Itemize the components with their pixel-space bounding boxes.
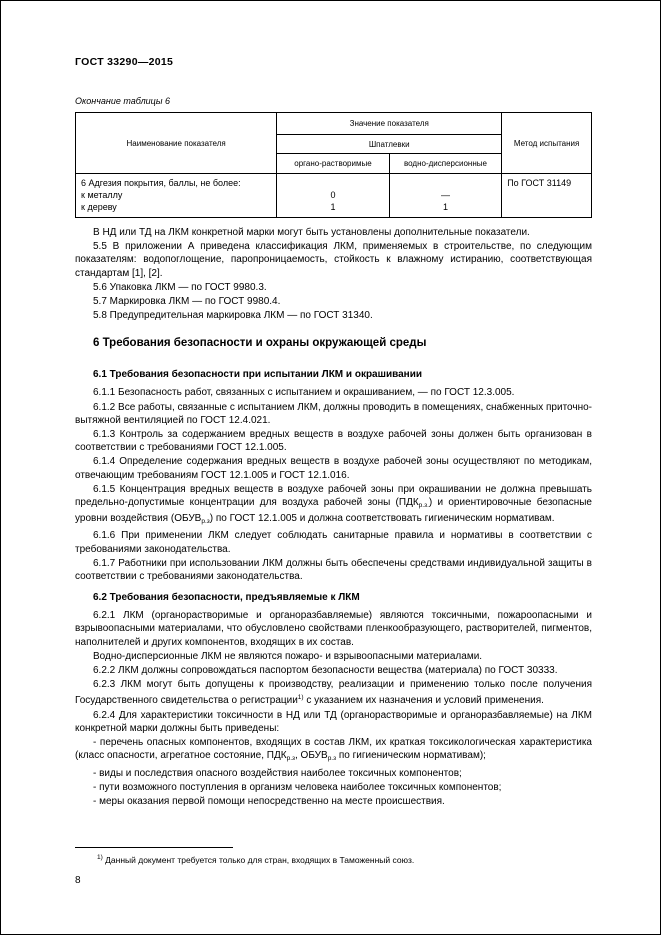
paragraph: [75, 386, 592, 399]
footnote-rule: [75, 847, 233, 848]
text-run: по гигиеническим нормативам);: [336, 750, 486, 762]
text-run: - виды и последствия опасного воздействия наиболее токсичных компонентов;: [93, 767, 462, 779]
text-run: ) и ориентировочные безопасные уровни воздействия (ОБУВ: [75, 497, 592, 525]
paragraph: [75, 455, 592, 481]
section-6-1-paragraphs: [75, 386, 592, 584]
text-run: 6.1.5 Концентрация вредных веществ в воздухе рабочей зоны при окрашивании не должна превышать предельно-допустимые концентрации для воздуха рабочей зоны (ПДК: [75, 483, 592, 509]
sup-run: 1): [297, 694, 304, 702]
text-run: 6.1.7 Работники при использовании ЛКМ должны быть обеспечены средствами индивидуальной защиты в соответствии с требованиями законодательства.: [75, 557, 592, 583]
text-run: 6.2.3 ЛКМ могут быть допущены к производству, реализации и применению только после получения Государственного свидетельства о регистрации: [75, 679, 592, 707]
section-6-2-paragraphs: [75, 609, 592, 809]
table-header-organo: органо-растворимые: [277, 154, 389, 174]
text-run: 6.2.2 ЛКМ должны сопровождаться паспортом безопасности вещества (материала) по ГОСТ 30333.: [93, 665, 558, 677]
indicator-title: 6 Адгезия покрытия, баллы, не более:: [81, 178, 241, 188]
cell-water-values: [389, 174, 501, 218]
text-run: В НД или ТД на ЛКМ конкретной марки могут быть установлены дополнительные показатели.: [93, 227, 530, 238]
table-caption: Окончание таблицы 6: [75, 96, 170, 106]
page-footer: [75, 847, 592, 886]
section-6-2-heading: 6.2 Требования безопасности, предъявляемые к ЛКМ: [93, 592, 360, 604]
paragraph: [75, 401, 592, 427]
spacer: [395, 177, 496, 189]
spacer: [282, 177, 383, 189]
text-run: 5.6 Упаковка ЛКМ — по ГОСТ 9980.3.: [93, 281, 267, 293]
cell-indicator: [76, 174, 277, 218]
text-run: 5.8 Предупредительная маркировка ЛКМ — по ГОСТ 31340.: [93, 310, 373, 322]
text-run: ) по ГОСТ 12.1.005 и должна соответствовать гигиеническим нормативам.: [209, 513, 555, 525]
paragraph: [75, 781, 592, 794]
paragraph: [75, 795, 592, 808]
footnote: [75, 852, 592, 866]
value-organo-wood: 1: [330, 202, 336, 212]
table-header-indicator: Наименование показателя: [76, 113, 277, 174]
paragraph: [75, 483, 592, 529]
text-run: 6.2.1 ЛКМ (органорастворимые и органоразбавляемые) являются токсичными, пожароопасными и взрывоопасными материалами, что обусловлено свойствами пленкообразующего, растворителей, пигментов, наполнителей и других компонентов, входящих в их состав.: [75, 610, 592, 648]
text-run: , ОБУВ: [294, 750, 328, 762]
text-run: - перечень опасных компонентов, входящих в состав ЛКМ, их краткая токсикологическая характеристика (класс опасности, агрегатное состояние, ПДК: [75, 737, 592, 762]
text-run: 5.7 Маркировка ЛКМ — по ГОСТ 9980.4.: [93, 296, 281, 308]
paragraph: [75, 767, 592, 780]
value-water-metal: —: [440, 190, 450, 200]
paragraph: [75, 664, 592, 677]
text-run: 6.2.4 Для характеристики токсичности в НД или ТД (органорастворимые и органоразбавляемые) на ЛКМ конкретной марки должны быть приведены:: [75, 709, 592, 734]
table-header-value-group: Значение показателя: [277, 113, 502, 135]
text-run: 6.1.1 Безопасность работ, связанных с испытанием и окрашиванием, — по ГОСТ 12.3.005.: [93, 387, 515, 399]
table-header-water: водно-дисперсионные: [389, 154, 501, 174]
paragraph: [75, 309, 592, 322]
value-water-wood: 1: [442, 202, 448, 212]
sup-run: 1): [97, 854, 103, 861]
section-6-heading: 6 Требования безопасности и охраны окружающей среды: [93, 337, 427, 350]
sub-run: р.з: [201, 518, 210, 526]
text-run: 6.1.2 Все работы, связанные с испытанием ЛКМ, должны проводить в помещениях, снабженных приточно-вытяжной вентиляцией по ГОСТ 12.4.021.: [75, 401, 592, 426]
sub-run: р.з.: [418, 502, 429, 510]
paragraph: [75, 226, 592, 239]
cell-organo-values: [277, 174, 389, 218]
table-header-putty-group: Шпатлевки: [277, 135, 502, 154]
indicator-wood-label: к дереву: [81, 202, 117, 212]
text-run: 6.1.4 Определение содержания вредных веществ в воздухе рабочей зоны осуществляют по методикам, отвечающим требованиям ГОСТ 12.1.005 и ГОСТ 12.1.016.: [75, 456, 592, 481]
indicator-metal-label: к металлу: [81, 190, 123, 200]
table-header-method: Метод испытания: [502, 113, 592, 174]
text-run: - меры оказания первой помощи непосредственно на месте происшествия.: [93, 795, 445, 807]
paragraph: [75, 650, 592, 663]
text-run: 6.1.6 При применении ЛКМ следует соблюдать санитарные правила и нормативы в соответствии с требованиями законодательства.: [75, 530, 592, 555]
text-run: 5.5 В приложении А приведена классификация ЛКМ, применяемых в строительстве, по следующим показателям: водопоглощение, паропроницаемость, стойкость к влажному истиранию, соответствующая стандартам [1], [2].: [75, 241, 592, 279]
method-value: По ГОСТ 31149: [507, 178, 572, 188]
value-organo-metal: 0: [330, 190, 336, 200]
section-5-paragraphs: [75, 226, 592, 323]
page-number: 8: [75, 875, 81, 886]
sub-run: р.з: [327, 755, 337, 763]
paragraph: [75, 678, 592, 707]
text-run: с указанием их назначения и условий применения.: [303, 695, 544, 707]
sub-run: р.з: [286, 755, 295, 763]
doc-number: ГОСТ 33290—2015: [75, 56, 174, 68]
paragraph: [75, 529, 592, 555]
text-run: - пути возможного поступления в организм человека наиболее токсичных компонентов;: [93, 781, 502, 793]
cell-method: [502, 174, 592, 218]
paragraph: [75, 709, 592, 735]
text-run: Данный документ требуется только для стран, входящих в Таможенный союз.: [102, 855, 415, 865]
paragraph: [75, 609, 592, 649]
text-run: 6.1.3 Контроль за содержанием вредных веществ в воздухе рабочей зоны должен быть организован в соответствии с требованиями ГОСТ 12.1.005.: [75, 429, 592, 454]
paragraph: [75, 240, 592, 280]
paragraph: [75, 428, 592, 454]
table-row-adhesion: [76, 174, 592, 218]
section-6-1-heading: 6.1 Требования безопасности при испытании ЛКМ и окрашивании: [93, 369, 423, 381]
paragraph: [75, 281, 592, 294]
paragraph: [75, 736, 592, 765]
text-run: Водно-дисперсионные ЛКМ не являются пожаро- и взрывоопасными материалами.: [93, 650, 483, 662]
paragraph: [75, 295, 592, 308]
table-6-continuation: [75, 112, 592, 218]
paragraph: [75, 557, 592, 583]
